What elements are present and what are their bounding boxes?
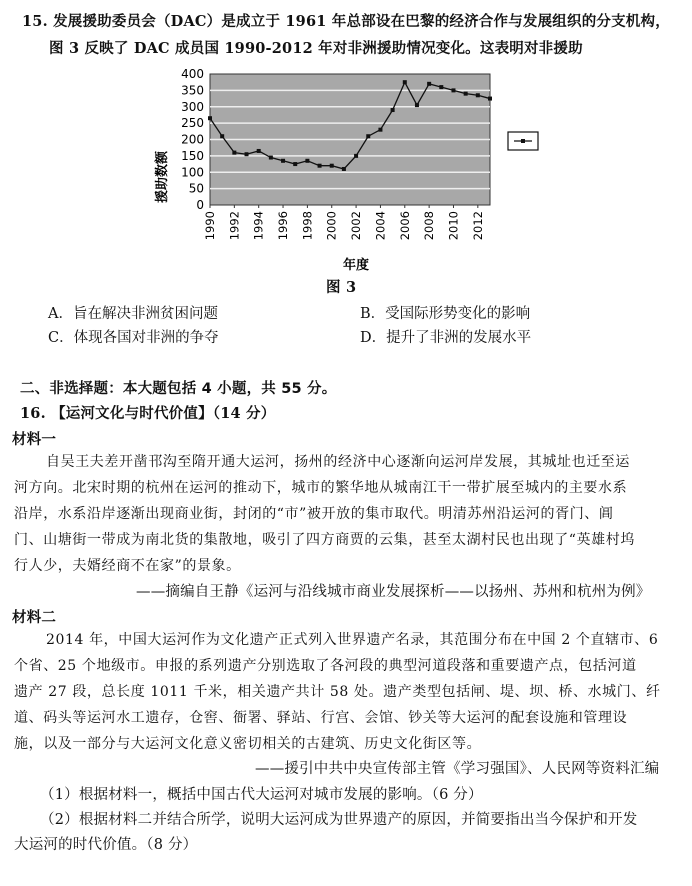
q15-line1: 15. 发展援助委员会（DAC）是成立于 1961 年总部设在巴黎的经济合作与发展组织的分支机构， bbox=[22, 13, 670, 30]
material2-line: 个省、25 个地级市。申报的系列遗产分别选取了各河段的典型河道段落和重要遗产点，包括河道 bbox=[14, 658, 637, 674]
material2-body bbox=[14, 627, 680, 757]
data-point bbox=[476, 93, 480, 97]
data-point bbox=[281, 159, 285, 163]
chart-ylabel: 援助数额 bbox=[155, 150, 170, 204]
figure-caption: 图 3 bbox=[326, 279, 357, 296]
option-c: C．体现各国对非洲的争夺 bbox=[48, 330, 219, 346]
x-tick-label: 2000 bbox=[324, 211, 339, 241]
x-tick-label: 1998 bbox=[300, 211, 315, 241]
question-2-line2: 大运河的时代价值。（8 分） bbox=[14, 837, 198, 853]
material2-line: 遗产 27 段，总长度 1011 千米，相关遗产共计 58 处。遗产类型包括闸、堤、坝、桥、水城门、纤 bbox=[14, 684, 661, 700]
data-point bbox=[269, 156, 273, 160]
material2-line: 施，以及一部分与大运河文化意义密切相关的古建筑、历史文化街区等。 bbox=[14, 736, 482, 752]
material2-line: 道、码头等运河水工遗存，仓窖、衙署、驿站、行宫、会馆、钞关等大运河的配套设施和管理设 bbox=[14, 710, 628, 726]
data-point bbox=[415, 103, 419, 107]
x-tick-label: 2010 bbox=[446, 211, 461, 241]
data-point bbox=[318, 164, 322, 168]
section2-heading: 二、非选择题：本大题包括 4 小题，共 55 分。 bbox=[20, 381, 337, 397]
data-point bbox=[232, 151, 236, 155]
data-point bbox=[464, 92, 468, 96]
material1-label: 材料一 bbox=[12, 432, 57, 448]
data-point bbox=[354, 154, 358, 158]
data-point bbox=[403, 80, 407, 84]
material1-line: 河方向。北宋时期的杭州在运河的推动下，城市的繁华地从城南江干一带扩展至城内的主要水系 bbox=[14, 480, 628, 496]
material2-source: ——援引中共中央宣传部主管《学习强国》、人民网等资料汇编 bbox=[255, 761, 660, 777]
x-tick-label: 2002 bbox=[349, 211, 364, 241]
material1-source: ——摘编自王静《运河与沿线城市商业发展探析——以扬州、苏州和杭州为例》 bbox=[136, 584, 651, 600]
x-tick-label: 2004 bbox=[373, 211, 388, 241]
data-point bbox=[330, 164, 334, 168]
y-tick-label: 150 bbox=[181, 148, 204, 163]
data-point bbox=[342, 167, 346, 171]
data-point bbox=[488, 97, 492, 101]
data-point bbox=[245, 152, 249, 156]
material1-line: 行人少，夫婿经商不在家”的景象。 bbox=[14, 558, 241, 574]
chart-legend bbox=[508, 132, 538, 150]
data-point bbox=[439, 85, 443, 89]
material1-line: 沿岸，水系沿岸逐渐出现商业街，封闭的“市”被开放的集市取代。明清苏州沿运河的胥门、阊 bbox=[14, 506, 614, 522]
data-point bbox=[293, 162, 297, 166]
data-point bbox=[220, 134, 224, 138]
option-b: B．受国际形势变化的影响 bbox=[360, 306, 531, 322]
option-a: A．旨在解决非洲贫困问题 bbox=[48, 306, 218, 322]
x-tick-label: 1996 bbox=[276, 211, 291, 241]
data-point bbox=[208, 116, 212, 120]
chart-xlabel: 年度 bbox=[342, 258, 370, 273]
option-d: D．提升了非洲的发展水平 bbox=[360, 330, 532, 346]
y-tick-label: 400 bbox=[181, 67, 204, 81]
y-tick-label: 350 bbox=[181, 83, 204, 98]
q16-title: 16. 【运河文化与时代价值】（14 分） bbox=[20, 405, 276, 422]
material2-line: 2014 年，中国大运河作为文化遗产正式列入世界遗产名录，其范围分布在中国 2 个直辖市、6 bbox=[46, 632, 659, 648]
material1-line: 门、山塘街一带成为南北货的集散地，吸引了四方商贾的云集，甚至太湖村民也出现了“英雄村坞 bbox=[14, 532, 635, 548]
y-tick-label: 200 bbox=[181, 132, 204, 147]
y-tick-label: 100 bbox=[181, 165, 204, 180]
data-point bbox=[305, 159, 309, 163]
data-point bbox=[427, 82, 431, 86]
x-tick-label: 2012 bbox=[470, 211, 485, 241]
y-tick-label: 300 bbox=[181, 99, 204, 114]
data-point bbox=[257, 149, 261, 153]
x-tick-label: 1990 bbox=[203, 211, 217, 241]
data-point bbox=[451, 88, 455, 92]
data-point bbox=[366, 134, 370, 138]
aid-line-chart bbox=[150, 62, 570, 292]
data-point bbox=[391, 108, 395, 112]
x-tick-label: 2008 bbox=[422, 211, 437, 241]
material1-body bbox=[14, 449, 680, 579]
material2-label: 材料二 bbox=[12, 610, 57, 626]
x-tick-label: 1994 bbox=[251, 211, 266, 241]
question-2-line1: （2）根据材料二并结合所学，说明大运河成为世界遗产的原因，并简要指出当今保护和开发 bbox=[40, 812, 638, 828]
data-point bbox=[378, 128, 382, 132]
x-tick-label: 1992 bbox=[227, 211, 242, 241]
y-tick-label: 250 bbox=[181, 116, 204, 131]
x-tick-label: 2006 bbox=[397, 211, 412, 241]
y-tick-label: 0 bbox=[196, 198, 204, 212]
y-tick-label: 50 bbox=[188, 181, 204, 196]
material1-line: 自吴王夫差开凿邗沟至隋开通大运河，扬州的经济中心逐渐向运河岸发展，其城址也迁至运 bbox=[46, 454, 630, 470]
question-1: （1）根据材料一，概括中国古代大运河对城市发展的影响。（6 分） bbox=[40, 787, 483, 803]
chart-svg bbox=[150, 62, 570, 292]
q15-line2: 图 3 反映了 DAC 成员国 1990-2012 年对非洲援助情况变化。这表明对非援助 bbox=[49, 40, 583, 57]
